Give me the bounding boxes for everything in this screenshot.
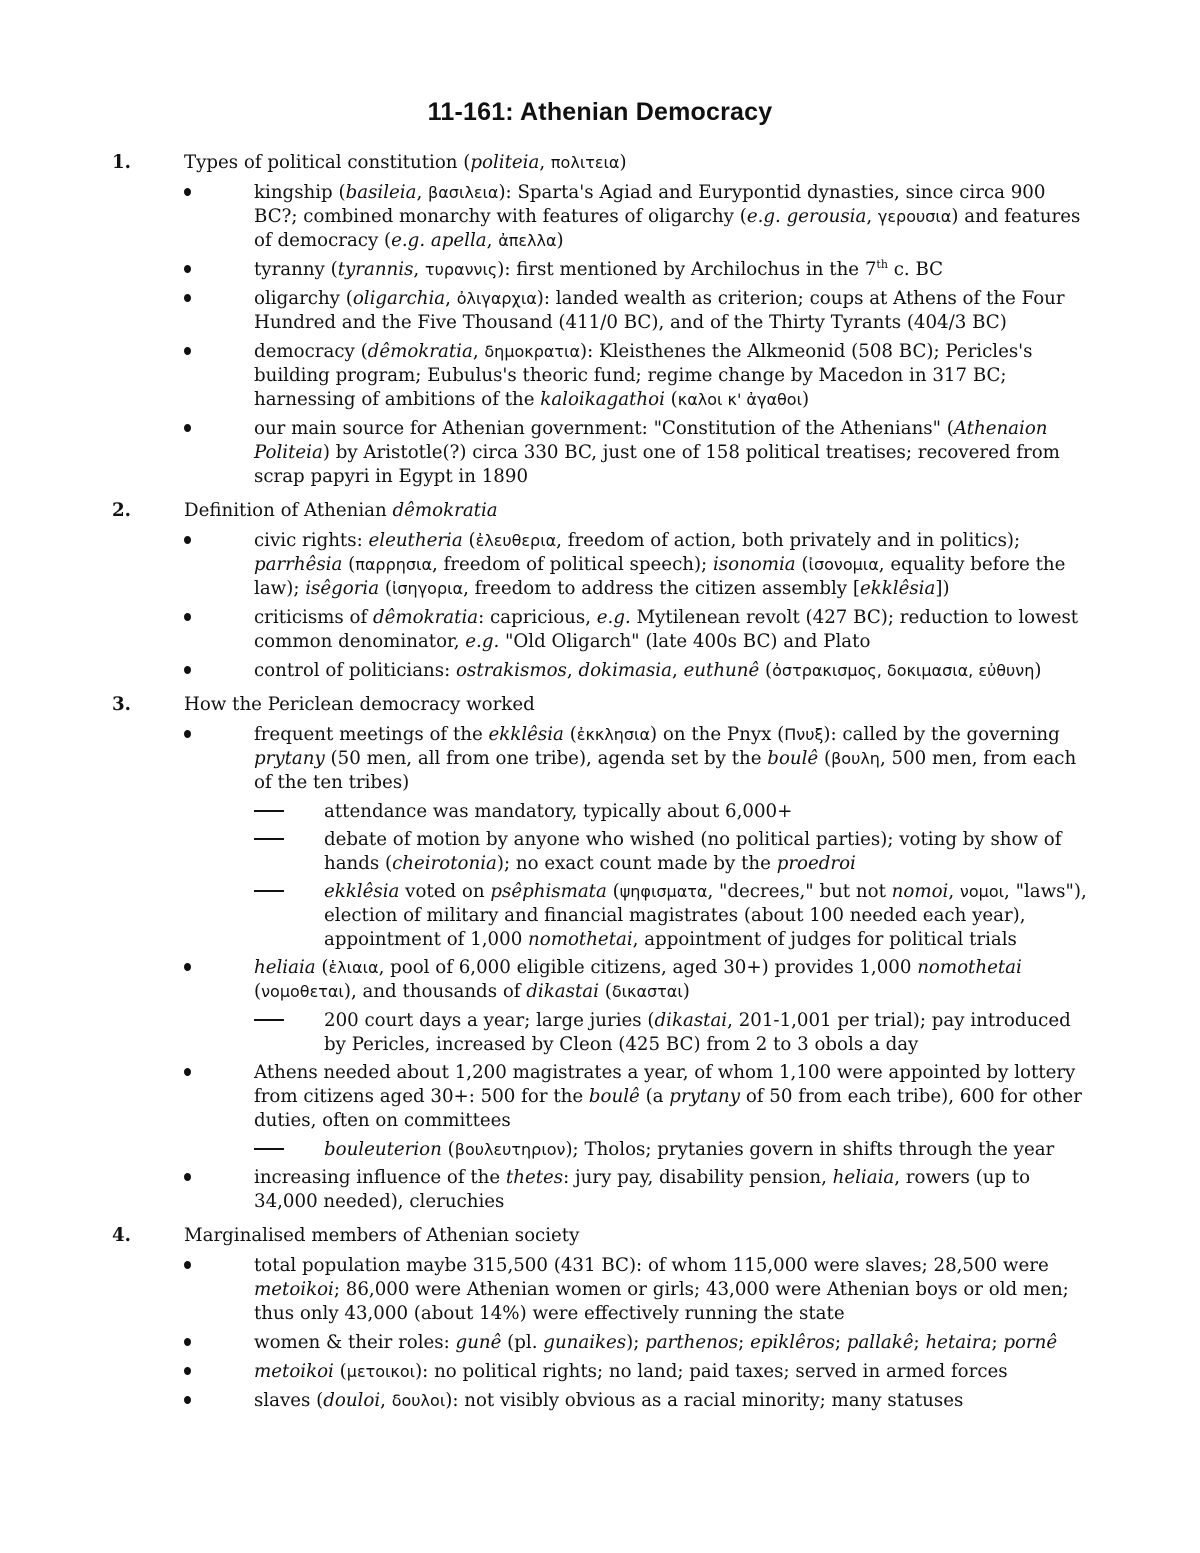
sub-item-text: ekklêsia voted on psêphismata (ψηφισματα, "decrees," but not nomoi, νομοι, "laws"), election of military and financial magistrates (about 100 needed each year), appointment of 1,000 nomothetai, appointment of judges for political trials xyxy=(324,881,1087,950)
section-title: Types of political constitution (politeia, πολιτεια) xyxy=(184,152,627,173)
bullet-icon xyxy=(112,258,254,282)
bullet-icon xyxy=(112,181,254,253)
bullet-item xyxy=(112,417,1092,489)
section-heading xyxy=(112,151,1092,175)
bullet-text: oligarchy (oligarchia, ὀλιγαρχια): landed wealth as criterion; coups at Athens of the Four Hundred and the Five Thousand (411/0 BC), and of the Thirty Tyrants (404/3 BC) xyxy=(254,288,1065,333)
sub-item xyxy=(112,1138,1092,1162)
dash-icon xyxy=(254,1009,324,1057)
sub-item-text: 200 court days a year; large juries (dikastai, 201-1,001 per trial); pay introduced by Pericles, increased by Cleon (425 BC) from 2 to 3 obols a day xyxy=(324,1010,1071,1055)
sub-item xyxy=(112,828,1092,876)
bullet-icon xyxy=(112,1389,254,1413)
bullet-text: heliaia (ἑλιαια, pool of 6,000 eligible citizens, aged 30+) provides 1,000 nomothetai (νομοθεται), and thousands of dikastai (δικασται) xyxy=(254,957,1022,1002)
section-4 xyxy=(112,1224,1092,1413)
bullet-item xyxy=(112,340,1092,412)
dash-icon xyxy=(254,1138,324,1162)
section-title: Marginalised members of Athenian society xyxy=(184,1225,580,1246)
bullet-icon xyxy=(112,956,254,1004)
section-heading xyxy=(112,1224,1092,1248)
bullet-icon xyxy=(112,1360,254,1384)
bullet-text: control of politicians: ostrakismos, dokimasia, euthunê (ὀστρακισμος, δοκιμασια, εὐθυνη) xyxy=(254,660,1042,681)
bullet-icon xyxy=(112,1166,254,1214)
bullet-item xyxy=(112,1389,1092,1413)
bullet-icon xyxy=(112,723,254,795)
bullet-item xyxy=(112,606,1092,654)
bullet-text: slaves (douloi, δουλοι): not visibly obvious as a racial minority; many statuses xyxy=(254,1390,964,1411)
section-title: Definition of Athenian dêmokratia xyxy=(184,500,498,521)
bullet-text: metoikoi (μετοικοι): no political rights; no land; paid taxes; served in armed forces xyxy=(254,1361,1008,1382)
bullet-icon xyxy=(112,1254,254,1326)
bullet-item xyxy=(112,1360,1092,1384)
bullet-text: our main source for Athenian government: "Constitution of the Athenians" (Athenaion Politeia) by Aristotle(?) circa 330 BC, just one of 158 political treatises; recovered from scrap papyri in Egypt in 1890 xyxy=(254,418,1060,487)
section-number: 1. xyxy=(112,152,131,173)
section-number: 3. xyxy=(112,694,131,715)
bullet-icon xyxy=(112,1331,254,1355)
bullet-text: kingship (basileia, βασιλεια): Sparta's Agiad and Eurypontid dynasties, since circa 900 BC?; combined monarchy with features of oligarchy (e.g. gerousia, γερουσια) and features of democracy (e.g. apella, ἀπελλα) xyxy=(254,182,1081,251)
dash-icon xyxy=(254,880,324,952)
bullet-icon xyxy=(112,287,254,335)
bullet-text: women & their roles: gunê (pl. gunaikes); parthenos; epiklêros; pallakê; hetaira; pornê xyxy=(254,1332,1058,1353)
bullet-text: democracy (dêmokratia, δημοκρατια): Kleisthenes the Alkmeonid (508 BC); Pericles's building program; Eubulus's theoric fund; regime change by Macedon in 317 BC; harnessing of ambitions of the kaloikagathoi (καλοι κ' ἀγαθοι) xyxy=(254,341,1033,410)
section-number: 4. xyxy=(112,1225,131,1246)
outline-content xyxy=(112,151,1092,1423)
bullet-icon xyxy=(112,606,254,654)
bullet-icon xyxy=(112,659,254,683)
bullet-item xyxy=(112,1331,1092,1355)
bullet-item xyxy=(112,1061,1092,1133)
section-number: 2. xyxy=(112,500,131,521)
bullet-text: criticisms of dêmokratia: capricious, e.g. Mytilenean revolt (427 BC); reduction to lowest common denominator, e.g. "Old Oligarch" (late 400s BC) and Plato xyxy=(254,607,1079,652)
bullet-item xyxy=(112,181,1092,253)
bullet-icon xyxy=(112,340,254,412)
bullet-item xyxy=(112,1254,1092,1326)
bullet-text: Athens needed about 1,200 magistrates a year, of whom 1,100 were appointed by lottery from citizens aged 30+: 500 for the boulê (a prytany of 50 from each tribe), 600 for other duties, often on committees xyxy=(254,1062,1082,1131)
bullet-icon xyxy=(112,1061,254,1133)
section-heading xyxy=(112,693,1092,717)
bullet-text: tyranny (tyrannis, τυραννις): first mentioned by Archilochus in the 7th c. BC xyxy=(254,257,944,280)
bullet-item xyxy=(112,529,1092,601)
page-title: 11-161: Athenian Democracy xyxy=(427,98,773,126)
dash-icon xyxy=(254,828,324,876)
bullet-item xyxy=(112,956,1092,1004)
bullet-item xyxy=(112,723,1092,795)
bullet-text: civic rights: eleutheria (ἐλευθερια, freedom of action, both privately and in politics); parrhêsia (παρρησια, freedom of political speech); isonomia (ἰσονομια, equality before the law); isêgoria (ἰσηγορια, freedom to address the citizen assembly [ekklêsia]) xyxy=(254,530,1066,599)
section-2 xyxy=(112,499,1092,683)
section-3 xyxy=(112,693,1092,1214)
sub-item xyxy=(112,1009,1092,1057)
sub-item xyxy=(112,800,1092,824)
section-title: How the Periclean democracy worked xyxy=(184,694,535,715)
section-heading xyxy=(112,499,1092,523)
bullet-item xyxy=(112,258,1092,282)
bullet-text: total population maybe 315,500 (431 BC): of whom 115,000 were slaves; 28,500 were metoikoi; 86,000 were Athenian women or girls; 43,000 were Athenian boys or old men; thus only 43,000 (about 14%) were effectively running the state xyxy=(254,1255,1069,1324)
bullet-item xyxy=(112,1166,1092,1214)
section-1 xyxy=(112,151,1092,489)
dash-icon xyxy=(254,800,324,824)
bullet-icon xyxy=(112,529,254,601)
sub-item xyxy=(112,880,1092,952)
bullet-icon xyxy=(112,417,254,489)
sub-item-text: bouleuterion (βουλευτηριον); Tholos; prytanies govern in shifts through the year xyxy=(324,1139,1055,1160)
bullet-item xyxy=(112,287,1092,335)
bullet-text: frequent meetings of the ekklêsia (ἐκκλησια) on the Pnyx (Πνυξ): called by the governing prytany (50 men, all from one tribe), agenda set by the boulê (βουλη, 500 men, from each of the ten tribes) xyxy=(254,724,1077,793)
sub-item-text: debate of motion by anyone who wished (no political parties); voting by show of hands (cheirotonia); no exact count made by the proedroi xyxy=(324,829,1062,874)
sub-item-text: attendance was mandatory, typically about 6,000+ xyxy=(324,801,793,822)
bullet-text: increasing influence of the thetes: jury pay, disability pension, heliaia, rowers (up to 34,000 needed), cleruchies xyxy=(254,1167,1031,1212)
bullet-item xyxy=(112,659,1092,683)
